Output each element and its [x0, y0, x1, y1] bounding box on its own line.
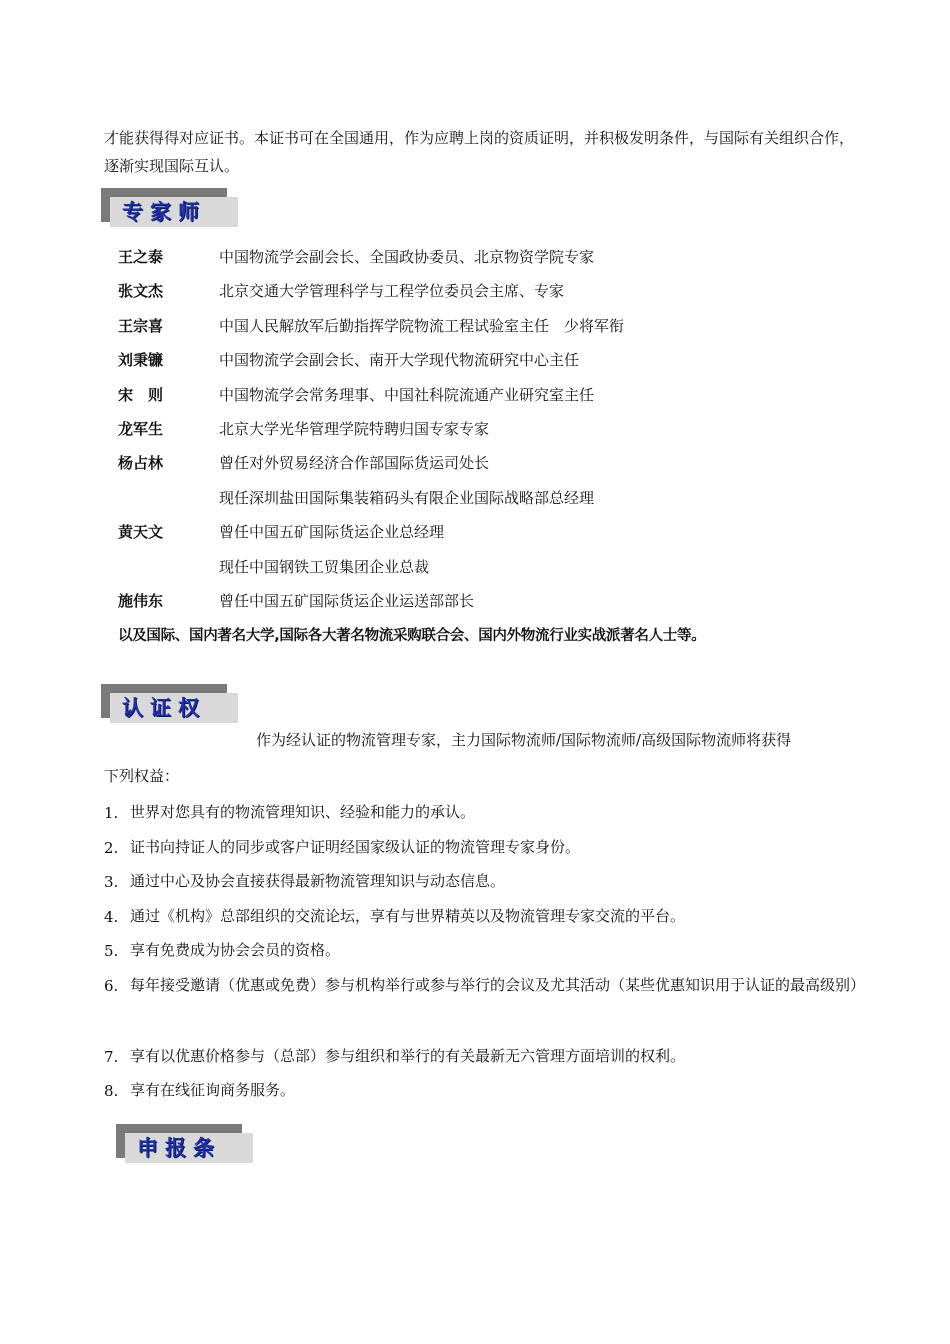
expert-description: 中国物流学会常务理事、中国社科院流通产业研究室主任: [219, 386, 595, 404]
expert-name: 张文杰: [118, 282, 164, 300]
rights-intro: 作为经认证的物流管理专家，主力国际物流师/国际物流师/高级国际物流师将获得: [256, 731, 792, 749]
expert-description: 曾任对外贸易经济合作部国际货运司处长: [219, 454, 490, 472]
expert-description: 中国人民解放军后勤指挥学院物流工程试验室主任 少将军衔: [219, 317, 625, 335]
section-title: 申报条: [125, 1133, 253, 1163]
list-text: 每年接受邀请（优惠或免费）参与机构举行或参与举行的会议及尤其活动（某些优惠知识用于认证的最高级别）: [130, 976, 866, 994]
list-text: 世界对您具有的物流管理知识、经验和能力的承认。: [130, 803, 476, 821]
section-heading-apply: [116, 1124, 256, 1164]
heading-decoration: [101, 188, 110, 222]
list-number: 8.: [104, 1082, 119, 1100]
section-heading-experts: [101, 188, 241, 228]
rights-intro-continued: 下列权益：: [104, 767, 180, 785]
expert-name: 杨占林: [118, 454, 164, 472]
intro-paragraph: 才能获得得对应证书。本证书可在全国通用，作为应聘上岗的资质证明，并积极发明条件，与国际有关组织合作，逐渐实现国际互认。: [104, 129, 855, 175]
expert-description: 现任深圳盐田国际集装箱码头有限企业国际战略部总经理: [219, 489, 595, 507]
expert-name: 刘秉镰: [118, 351, 164, 369]
list-text: 享有免费成为协会会员的资格。: [130, 941, 341, 959]
heading-decoration: [101, 684, 227, 693]
heading-decoration: [101, 684, 110, 718]
section-title: 专家师: [110, 197, 238, 227]
expert-name: 宋 则: [118, 386, 164, 404]
list-number: 7.: [104, 1048, 119, 1066]
list-number: 3.: [104, 873, 119, 891]
expert-description: 曾任中国五矿国际货运企业总经理: [219, 523, 445, 541]
expert-name: 施伟东: [118, 592, 164, 610]
expert-description: 曾任中国五矿国际货运企业运送部部长: [219, 592, 475, 610]
expert-description: 中国物流学会副会长、南开大学现代物流研究中心主任: [219, 351, 580, 369]
expert-description: 现任中国钢铁工贸集团企业总裁: [219, 558, 430, 576]
list-number: 1.: [104, 804, 119, 822]
expert-description: 中国物流学会副会长、全国政协委员、北京物资学院专家: [219, 248, 595, 266]
list-text: 证书向持证人的同步或客户证明经国家级认证的物流管理专家身份。: [130, 838, 581, 856]
expert-description: 北京大学光华管理学院特聘归国专家专家: [219, 420, 490, 438]
heading-decoration: [116, 1124, 125, 1158]
section-heading-rights: [101, 684, 241, 724]
list-number: 5.: [104, 942, 119, 960]
expert-name: 王宗喜: [118, 317, 164, 335]
experts-summary: 以及国际、国内著名大学,国际各大著名物流采购联合会、国内外物流行业实战派著名人士等。: [118, 628, 706, 644]
expert-name: 黄天文: [118, 523, 164, 541]
list-text: 享有在线征询商务服务。: [130, 1081, 296, 1099]
list-number: 6.: [104, 977, 119, 995]
list-text: 通过中心及协会直接获得最新物流管理知识与动态信息。: [130, 872, 506, 890]
heading-decoration: [101, 188, 227, 197]
expert-description: 北京交通大学管理科学与工程学位委员会主席、专家: [219, 282, 565, 300]
heading-decoration: [116, 1124, 242, 1133]
list-text: 通过《机构》总部组织的交流论坛，享有与世界精英以及物流管理专家交流的平台。: [130, 907, 686, 925]
expert-name: 龙军生: [118, 420, 164, 438]
expert-name: 王之泰: [118, 248, 164, 266]
list-number: 2.: [104, 839, 119, 857]
list-number: 4.: [104, 908, 119, 926]
list-text: 享有以优惠价格参与（总部）参与组织和举行的有关最新无六管理方面培训的权利。: [130, 1047, 686, 1065]
section-title: 认证权: [110, 693, 238, 723]
